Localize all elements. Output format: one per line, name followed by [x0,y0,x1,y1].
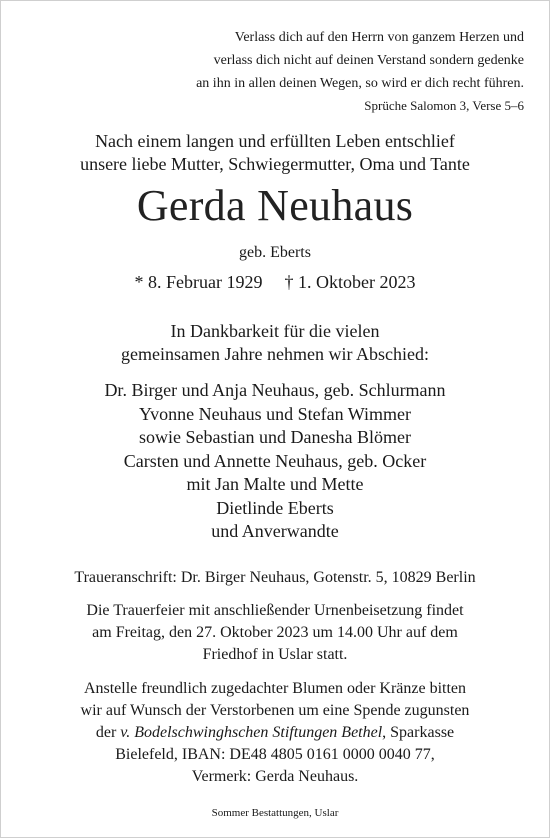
thanks-text [0,320,550,366]
donation-line: wir auf Wunsch der Verstorbenen um eine Spende zugunsten [80,702,470,719]
intro-line: Nach einem langen und erfüllten Leben entschlief [95,131,455,151]
donation-line: Anstelle freundlich zugedachter Blumen oder Kränze bitten [83,680,467,697]
intro-line: unsere liebe Mutter, Schwiegermutter, Oma und Tante [80,154,470,174]
mourner-line: sowie Sebastian und Danesha Blömer [139,427,411,447]
thanks-line: In Dankbarkeit für die vielen [170,321,380,341]
verse-line: an ihn in allen deinen Wegen, so wird er dich recht führen. [196,76,524,91]
donation-line [30,722,520,744]
mourner-line: Dietlinde Eberts [216,497,334,518]
thanks-line: gemeinsamen Jahre nehmen wir Abschied: [121,344,429,364]
ceremony-info [30,600,520,666]
donation-info [30,678,520,788]
foundation-name: v. Bodelschwinghschen Stiftungen Bethel [120,724,383,741]
donation-text: , Sparkasse [382,724,455,741]
birth-date: * 8. Februar 1929 [134,272,263,292]
life-dates [0,269,550,295]
donation-text: der [95,724,121,741]
death-date: † 1. Oktober 2023 [284,272,416,292]
mourner-line: und Anverwandte [211,521,339,541]
ceremony-line: Die Trauerfeier mit anschließender Urnenbeisetzung findet [86,602,464,619]
mourners-list [0,379,550,544]
ceremony-line: Friedhof in Uslar statt. [202,646,348,663]
verse-line: verlass dich nicht auf deinen Verstand sondern gedenke [213,53,524,68]
mourner-line: Carsten und Annette Neuhaus, geb. Ocker [123,450,427,471]
mourner-line: Dr. Birger und Anja Neuhaus, geb. Schlurmann [104,380,446,400]
donation-line: Bielefeld, IBAN: DE48 4805 0161 0000 0040 77, [115,746,435,763]
mourning-address: Traueranschrift: Dr. Birger Neuhaus, Gotenstr. 5, 10829 Berlin [74,569,476,586]
birth-name: geb. Eberts [239,244,311,261]
verse-line: Verlass dich auf den Herrn von ganzem Herzen und [234,30,524,45]
ceremony-line: am Freitag, den 27. Oktober 2023 um 14.00 Uhr auf dem [92,624,458,641]
funeral-home: Sommer Bestattungen, Uslar [211,807,339,819]
intro-text [0,130,550,176]
verse-source: Sprüche Salomon 3, Verse 5–6 [364,98,524,113]
mourner-line: Yvonne Neuhaus und Stefan Wimmer [138,403,412,424]
mourner-line: mit Jan Malte und Mette [186,474,364,494]
deceased-name: Gerda Neuhaus [136,181,414,230]
donation-line: Vermerk: Gerda Neuhaus. [191,768,359,785]
bible-verse [100,26,524,116]
